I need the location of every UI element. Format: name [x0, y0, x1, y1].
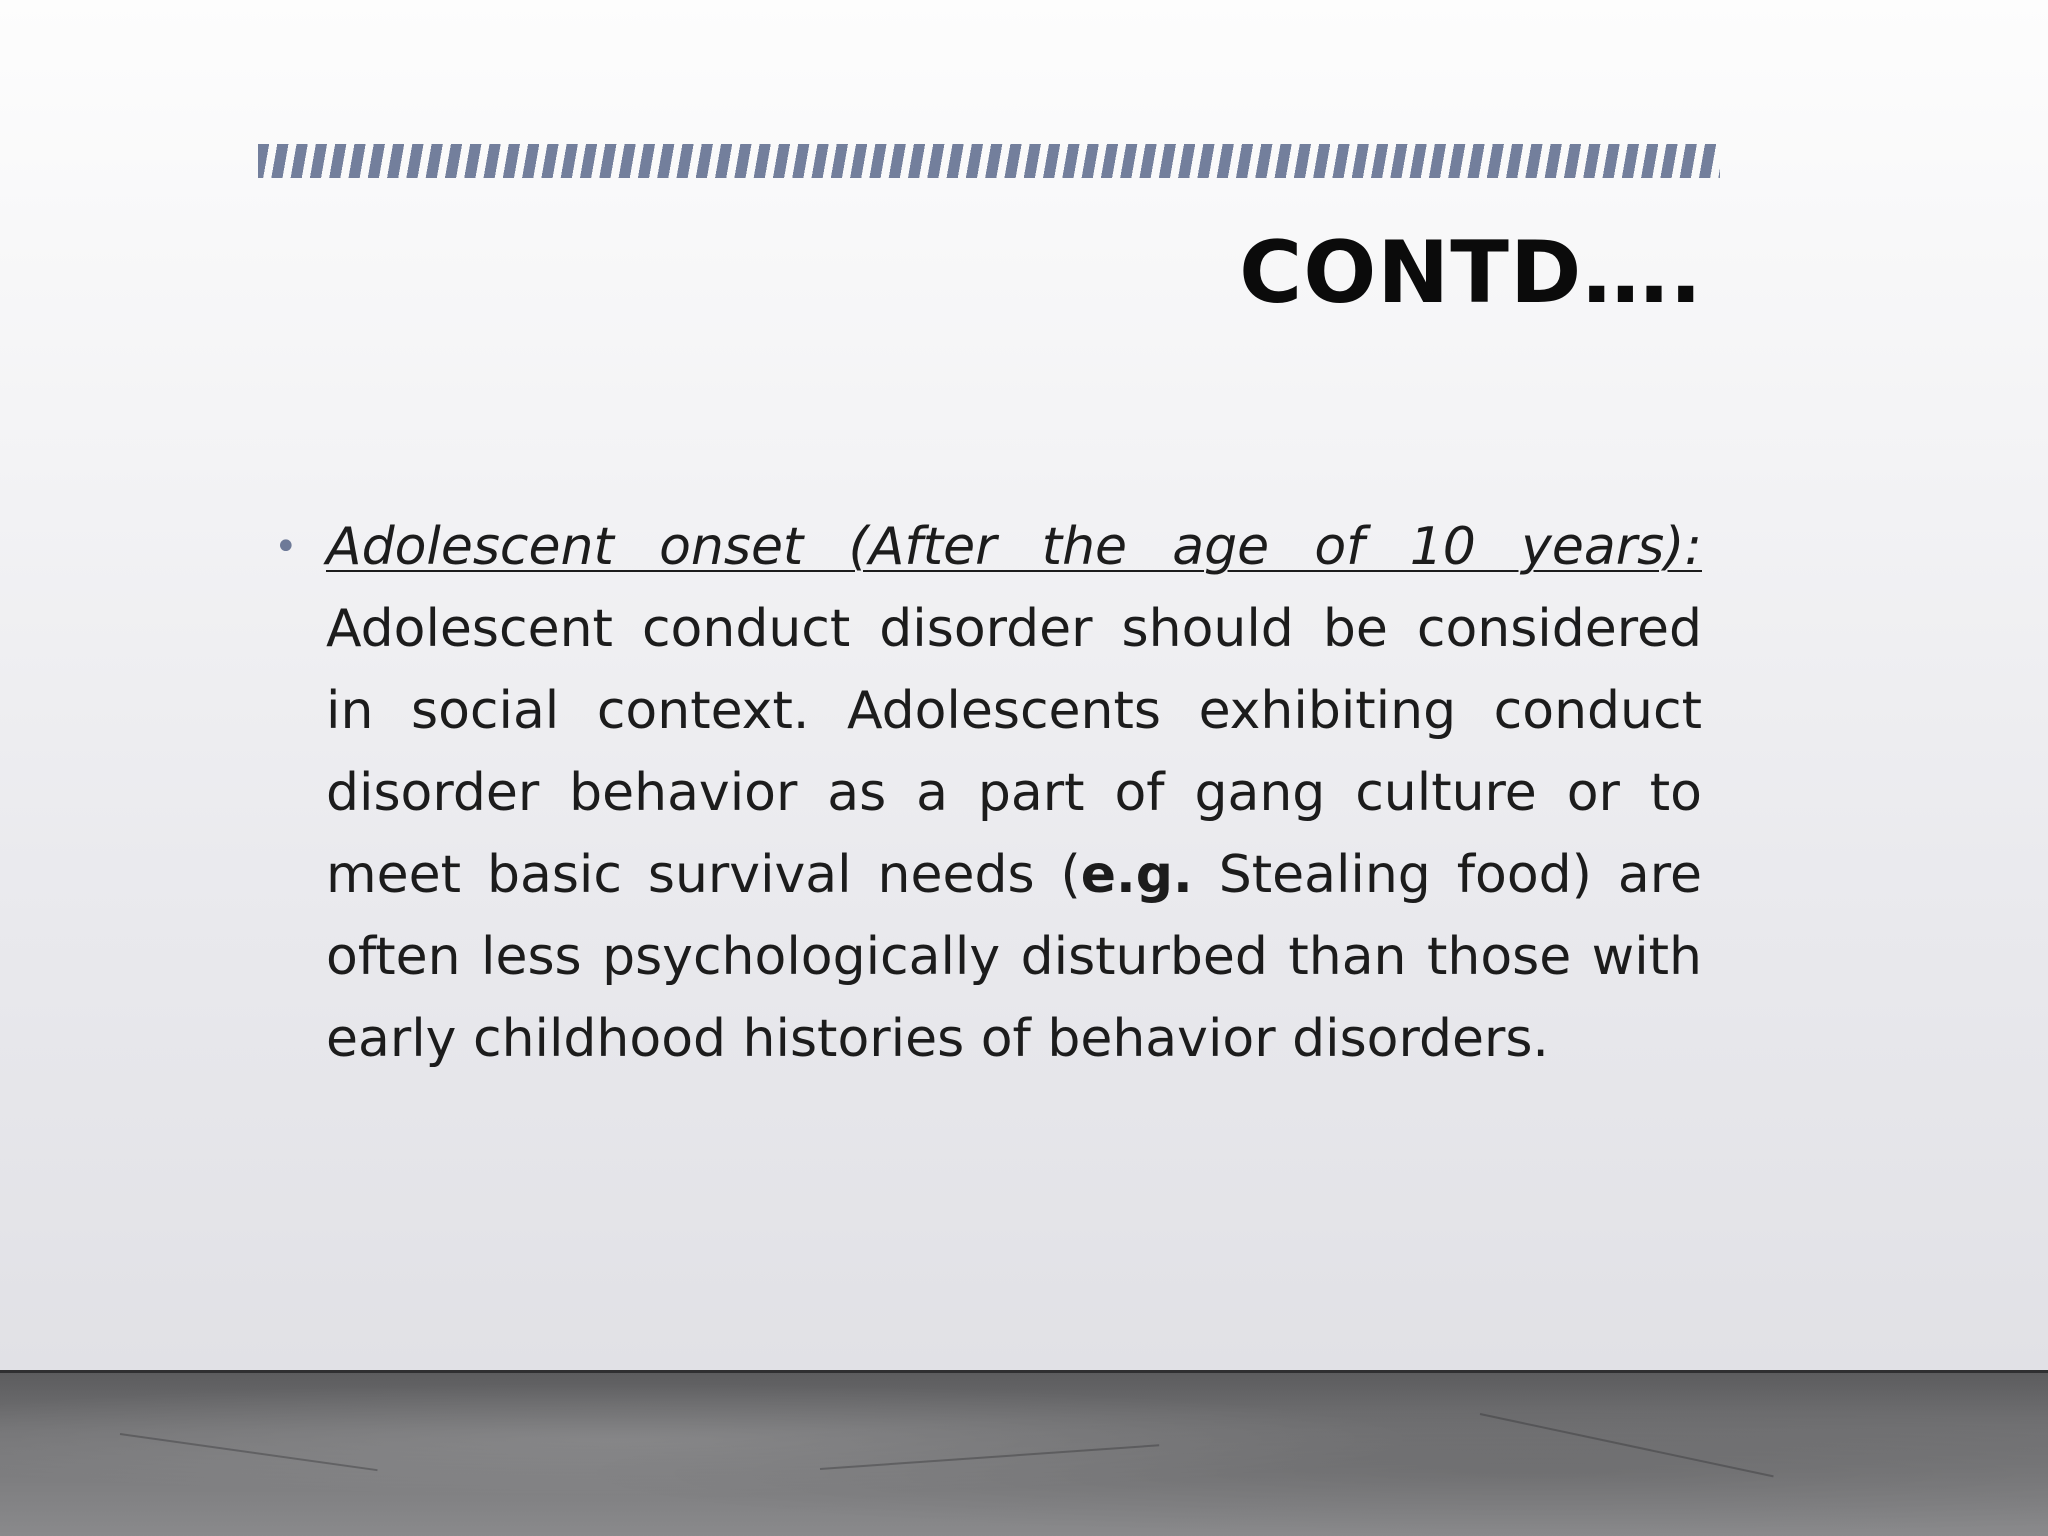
- bullet-icon: •: [274, 524, 298, 570]
- bullet-lead-heading: Adolescent onset (After the age of 10 years):: [326, 517, 1702, 577]
- decorative-stripe-band: [258, 144, 1720, 178]
- bullet-body-text: Adolescent conduct disorder should be considered in social context. Adolescents exhibiting conduct disorder behavior as a part of gang culture or to meet basic survival needs (: [326, 599, 1702, 905]
- bullet-emphasis: e.g.: [1080, 845, 1193, 905]
- floor-texture-line: [1480, 1413, 1774, 1477]
- floor-texture-line: [120, 1433, 378, 1471]
- floor-texture-line: [820, 1444, 1159, 1470]
- floor-background: [0, 1370, 2048, 1536]
- slide-content: [270, 506, 1702, 1080]
- bullet-body-text-continued: Stealing food) are often less psychologically disturbed than those with early childhood histories of behavior disorders.: [326, 845, 1702, 1069]
- slide-title: CONTD….: [1239, 223, 1703, 323]
- bullet-item: [270, 506, 1702, 1080]
